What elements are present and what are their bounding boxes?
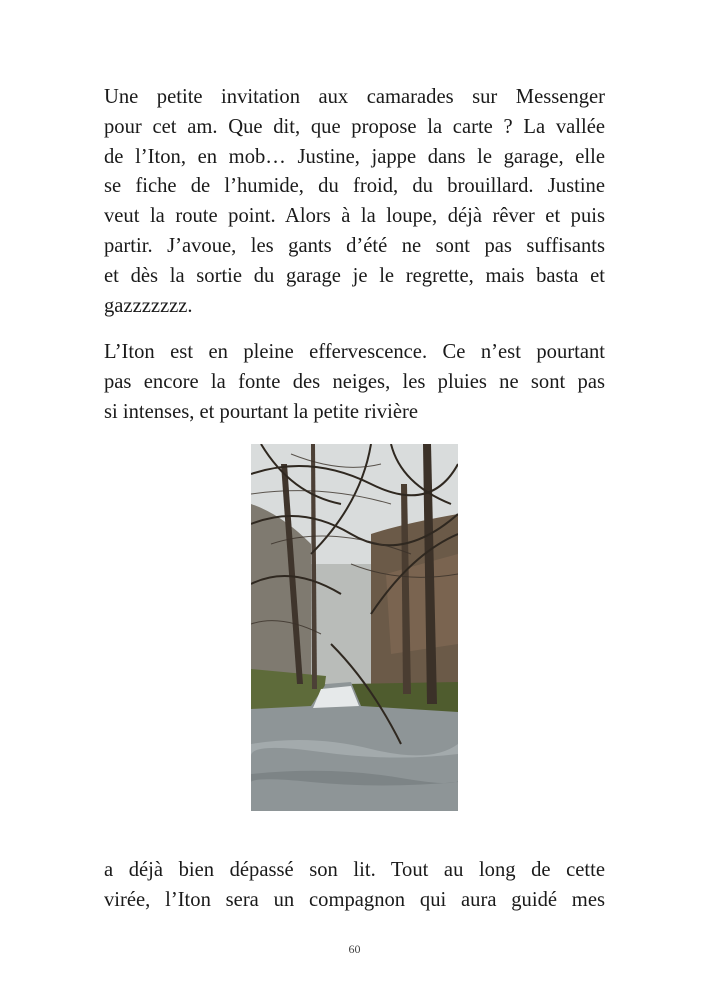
- text-line: L’Iton est en pleine effervescence. Ce n’est pourtant: [104, 341, 605, 363]
- text-line: a déjà bien dépassé son lit. Tout au long de cette: [104, 859, 605, 881]
- text-line: gazzzzzzz.: [104, 294, 193, 317]
- river-photo-illustration: [251, 444, 458, 811]
- paragraph-1: [104, 83, 605, 321]
- river-photo: [251, 444, 458, 811]
- text-line: de l’Iton, en mob… Justine, jappe dans le garage, elle: [104, 145, 605, 168]
- text-line: Une petite invitation aux camarades sur Messenger: [104, 86, 605, 108]
- text-line: si intenses, et pourtant la petite rivière: [104, 400, 418, 423]
- text-line: se fiche de l’humide, du froid, du brouillard. Justine: [104, 175, 605, 198]
- paragraph-2: [104, 338, 605, 427]
- text-line: partir. J’avoue, les gants d’été ne sont pas suffisants: [104, 234, 605, 257]
- text-line: pas encore la fonte des neiges, les pluies ne sont pas: [104, 370, 605, 393]
- text-line: pour cet am. Que dit, que propose la carte ? La vallée: [104, 115, 605, 138]
- page-number: 60: [348, 942, 361, 956]
- text-line: virée, l’Iton sera un compagnon qui aura guidé mes: [104, 888, 605, 911]
- text-line: veut la route point. Alors à la loupe, déjà rêver et puis: [104, 205, 605, 228]
- text-line: et dès la sortie du garage je le regrette, mais basta et: [104, 264, 605, 287]
- paragraph-3: [104, 856, 605, 916]
